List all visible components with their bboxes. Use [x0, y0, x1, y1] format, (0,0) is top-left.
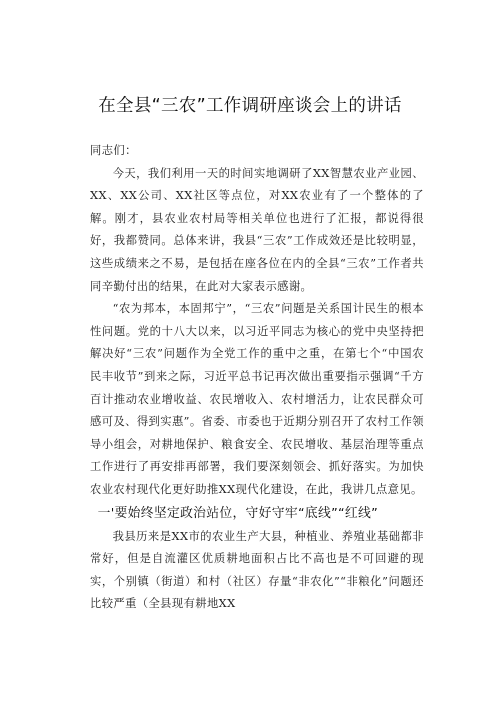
salutation: 同志们： [90, 144, 137, 157]
paragraph-intro: 今天，我们利用一天的时间实地调研了XX智慧农业产业园、XX、XX公司、XX社区等点位，对XX农业有了一个整体的了解。刚才，县农业农村局等相关单位也进行了汇报，都说得很好，我都赞同。总体来讲，我县“三农”工作成效还是比较明显，这些成绩来之不易，是包括在座各位在内的全县“三农”工作者共同辛勤付出的结果，在此对大家表示感谢。 [90, 166, 424, 293]
document-title: 在全县“三农”工作调研座谈会上的讲话 [98, 96, 402, 116]
section-paragraph: 我县历来是XX市的农业生产大县，种植业、养殖业基础都非常好，但是自流灌区优质耕地面积占比不高也是不可回避的现实，个别镇（街道）和村（社区）存量“非农化”“非粮化”问题还比较严重（全县现有耕地XX [90, 529, 424, 611]
document-body [90, 140, 424, 616]
section-heading: 一'要始终坚定政治站位，守好守牢“底线”“红线” [97, 505, 379, 521]
paragraph-background: “农为邦本，本固邦宁”，“三农”问题是关系国计民生的根本性问题。党的十八大以来，以习近平同志为核心的党中央坚持把解决好“三农”问题作为全党工作的重中之重，在第七个“中国农民丰收节”到来之际，习近平总书记再次做出重要指示强调“千方百计推动农业增收益、农民增收入、农村增活力，让农民群众可感可及、得到实惠”。省委、市委也于近期分别召开了农村工作领导小组会，对耕地保护、粮食安全、农民增收、基层治理等重点工作进行了再安排再部署，我们要深刻领会、抓好落实。为加快农业农村现代化更好助推XX现代化建设，在此，我讲几点意见。 [90, 302, 424, 496]
